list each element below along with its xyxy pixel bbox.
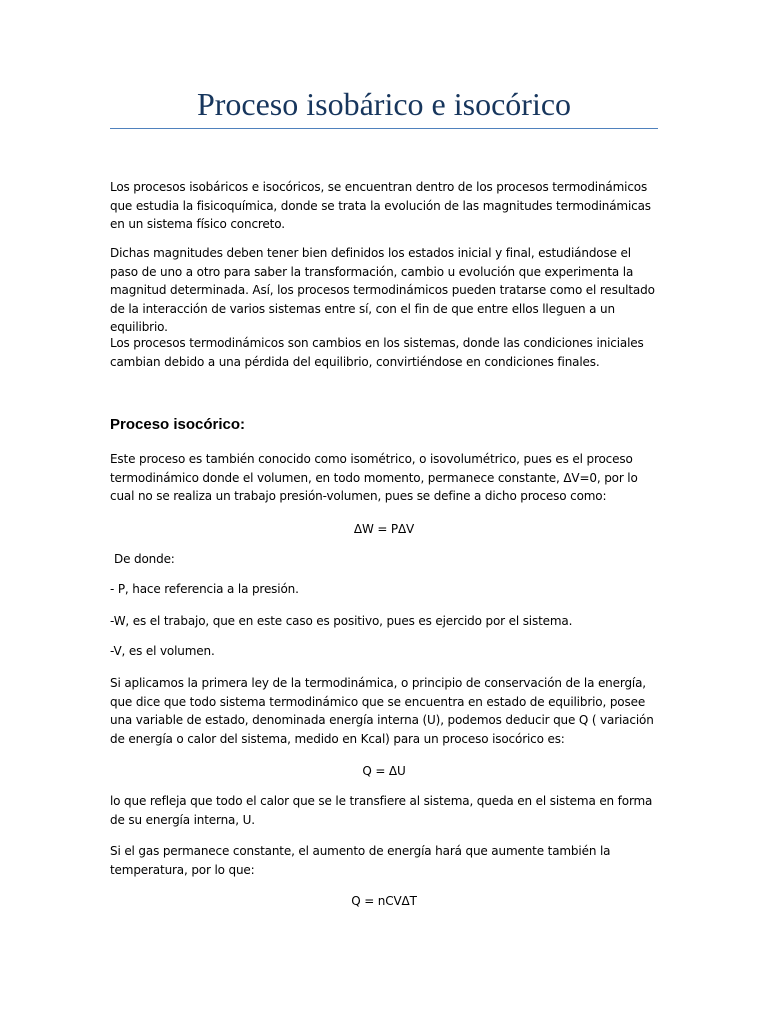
de-donde-label: De donde: — [114, 552, 175, 566]
equation-heat-internal: Q = ΔU — [362, 764, 406, 778]
section-paragraph-3: lo que refleja que todo el calor que se le transfiere al sistema, queda en el sistema en forma de su energía interna, U. — [110, 794, 653, 827]
page-title: Proceso isobárico e isocórico — [196, 86, 572, 122]
equation-heat-temperature: Q = nCVΔT — [351, 894, 417, 908]
intro-paragraph-2: Dichas magnitudes deben tener bien definidos los estados inicial y final, estudiándose el paso de uno a otro para saber la transformación, cambio u evolución que experimenta la magnitud determinada. Así, los procesos termodinámicos pueden tratarse como el resultado de la interacción de varios sistemas entre sí, con el fin de que entre ellos lleguen a un equilibrio. — [110, 246, 655, 334]
section-paragraph-1: Este proceso es también conocido como isométrico, o isovolumétrico, pues es el proceso termodinámico donde el volumen, en todo momento, permanece constante, ΔV=0, por lo cual no se realiza un trabajo presión-volumen, pues se define a dicho proceso como: — [110, 452, 638, 503]
section-paragraph-4: Si el gas permanece constante, el aumento de energía hará que aumente también la temperatura, por lo que: — [110, 844, 611, 877]
equation-work: ΔW = PΔV — [353, 522, 415, 536]
definition-volume: -V, es el volumen. — [110, 644, 215, 658]
title-underline — [110, 128, 658, 129]
definition-pressure: - P, hace referencia a la presión. — [110, 582, 299, 596]
definition-work: -W, es el trabajo, que en este caso es positivo, pues es ejercido por el sistema. — [110, 614, 573, 628]
intro-paragraph-1: Los procesos isobáricos e isocóricos, se encuentran dentro de los procesos termodinámicos que estudia la fisicoquímica, donde se trata la evolución de las magnitudes termodinámicas en un sistema físico concreto. — [110, 180, 651, 231]
section-paragraph-2: Si aplicamos la primera ley de la termodinámica, o principio de conservación de la energía, que dice que todo sistema termodinámico que se encuentra en estado de equilibrio, posee una variable de estado, denominada energía interna (U), podemos deducir que Q ( variación de energía o calor del sistema, medido en Kcal) para un proceso isocórico es: — [110, 676, 654, 746]
intro-paragraph-3: Los procesos termodinámicos son cambios en los sistemas, donde las condiciones iniciales cambian debido a una pérdida del equilibrio, convirtiéndose en condiciones finales. — [110, 336, 644, 369]
section-heading: Proceso isocórico: — [110, 416, 246, 433]
